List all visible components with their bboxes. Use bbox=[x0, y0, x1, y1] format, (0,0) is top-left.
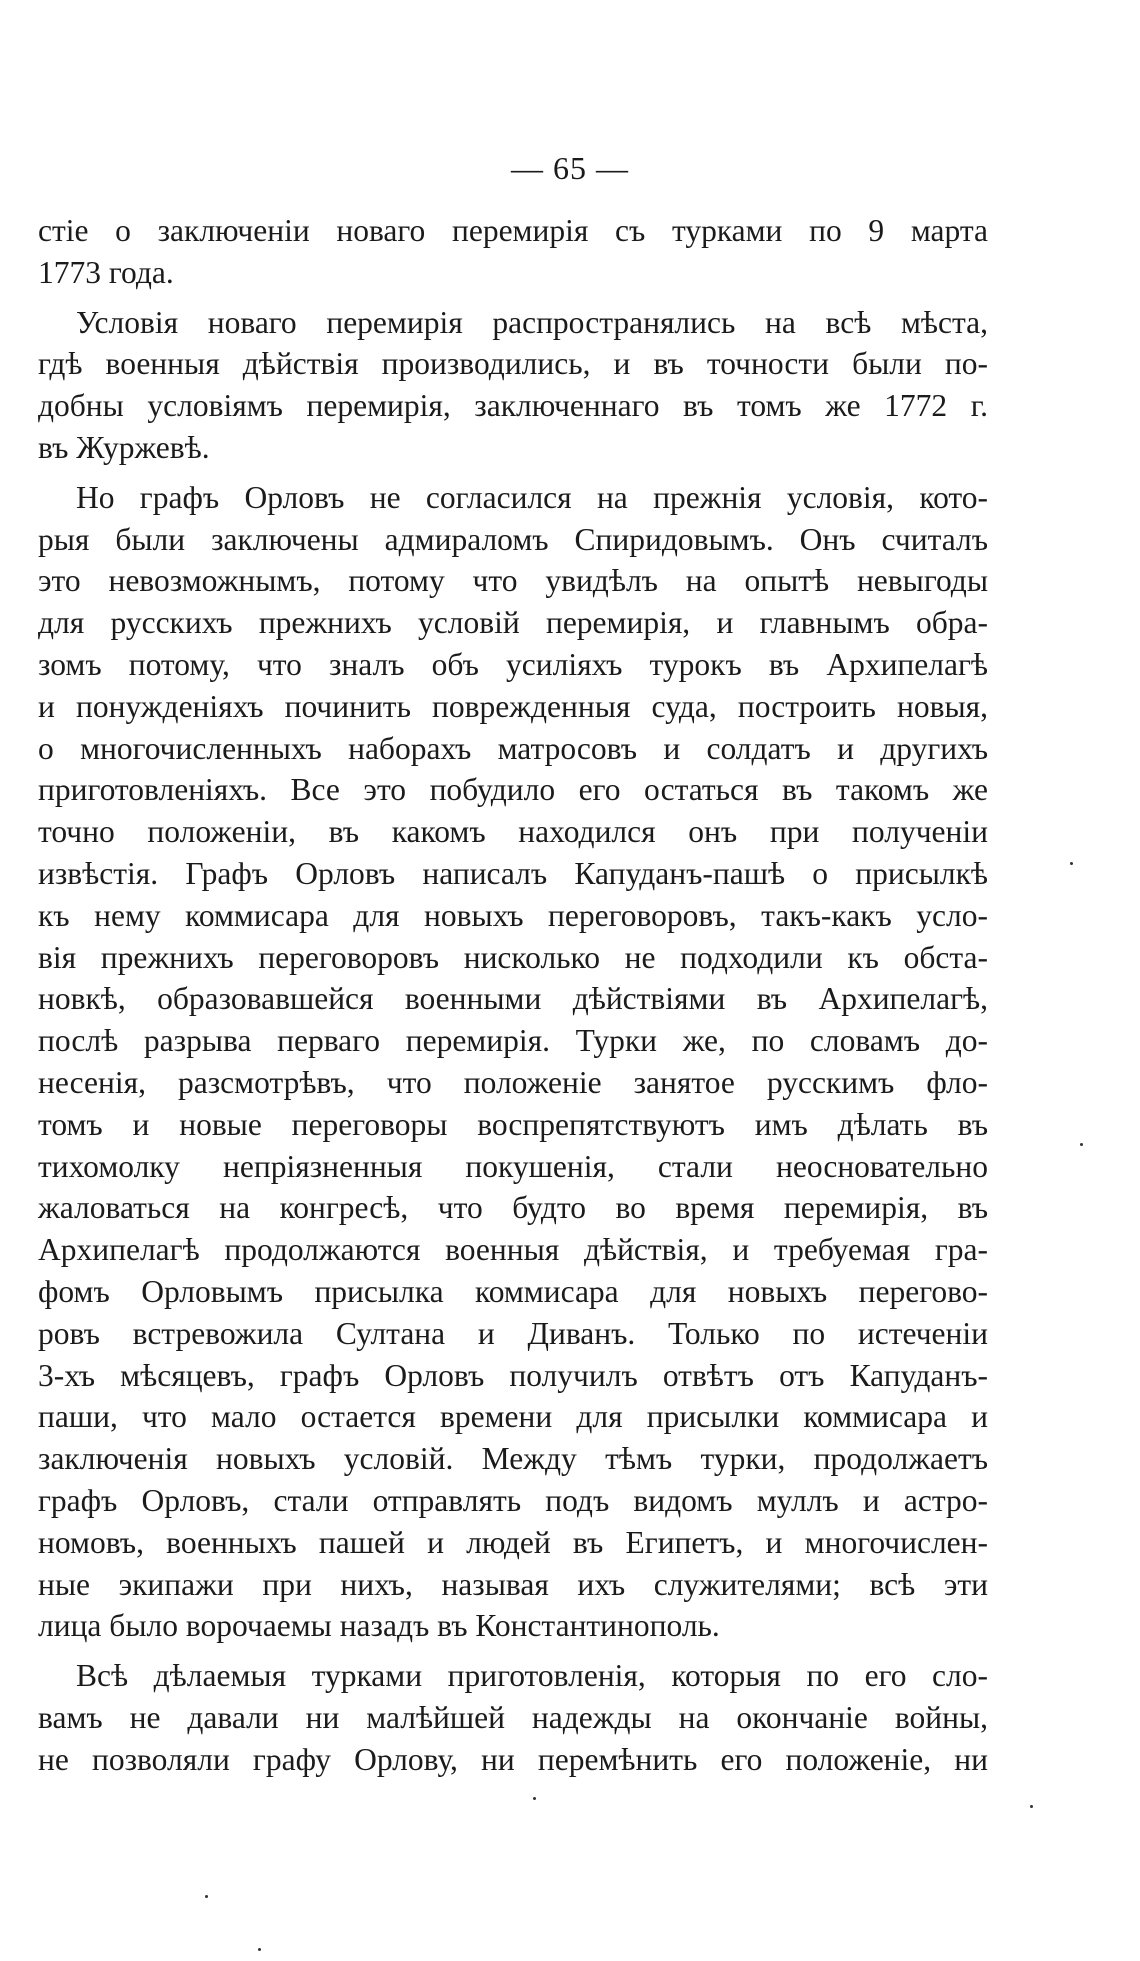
paragraph bbox=[38, 210, 988, 294]
text-line: паши, что мало остается времени для присылки коммисара и bbox=[38, 1399, 988, 1435]
print-speck bbox=[258, 1948, 261, 1951]
text-line: графъ Орловъ, стали отправлять подъ видомъ муллъ и астро- bbox=[38, 1482, 988, 1518]
text-line: ровъ встревожила Султана и Диванъ. Только по истеченіи bbox=[38, 1315, 988, 1351]
text-line: точно положеніи, въ какомъ находился онъ при полученіи bbox=[38, 814, 988, 850]
text-line: вамъ не давали ни малѣйшей надежды на окончаніе войны, bbox=[38, 1699, 988, 1735]
text-line: Но графъ Орловъ не согласился на прежнія условія, кото- bbox=[76, 479, 988, 515]
print-speck bbox=[533, 1797, 536, 1800]
text-line: и понужденіяхъ починить поврежденныя суда, построить новыя, bbox=[38, 688, 988, 724]
text-line: стіе о заключеніи новаго перемирія съ турками по 9 марта bbox=[38, 213, 988, 248]
page-number: — 65 — bbox=[511, 150, 629, 186]
paragraph bbox=[38, 302, 988, 469]
text-line: зомъ потому, что зналъ объ усиліяхъ турокъ въ Архипелагѣ bbox=[38, 646, 988, 682]
text-line: Условія новаго перемирія распространялись на всѣ мѣста, bbox=[76, 304, 988, 340]
text-line: ные экипажи при нихъ, называя ихъ служителями; всѣ эти bbox=[38, 1566, 988, 1602]
paragraph bbox=[38, 1655, 988, 1780]
text-line: несенія, разсмотрѣвъ, что положеніе занятое русскимъ фло- bbox=[38, 1064, 988, 1100]
text-line: для русскихъ прежнихъ условій перемирія, и главнымъ обра- bbox=[38, 605, 988, 641]
text-line: жаловаться на конгресѣ, что будто во время перемирія, въ bbox=[38, 1190, 988, 1226]
print-speck bbox=[205, 1895, 208, 1898]
print-speck bbox=[1030, 1805, 1033, 1808]
print-speck bbox=[1080, 1143, 1083, 1146]
text-line: вія прежнихъ переговоровъ нисколько не подходили къ обста- bbox=[38, 939, 988, 975]
text-line: добны условіямъ перемирія, заключеннаго въ томъ же 1772 г. bbox=[38, 388, 988, 424]
text-line: это невозможнымъ, потому что увидѣлъ на опытѣ невыгоды bbox=[38, 563, 988, 599]
text-line: послѣ разрыва перваго перемирія. Турки же, по словамъ до- bbox=[38, 1023, 988, 1059]
text-line: тихомолку непріязненныя покушенія, стали неосновательно bbox=[38, 1148, 988, 1184]
paragraph bbox=[38, 477, 988, 1647]
text-line: извѣстія. Графъ Орловъ написалъ Капуданъ-пашѣ о присылкѣ bbox=[38, 855, 988, 891]
body-text bbox=[38, 210, 988, 1780]
text-line: фомъ Орловымъ присылка коммисара для новыхъ перегово- bbox=[38, 1273, 988, 1309]
text-line: новкѣ, образовавшейся военными дѣйствіями въ Архипелагѣ, bbox=[38, 981, 988, 1017]
text-line: 1773 года. bbox=[38, 254, 174, 290]
text-line: томъ и новые переговоры воспрепятствуютъ имъ дѣлать въ bbox=[38, 1106, 988, 1142]
text-line: номовъ, военныхъ пашей и людей въ Египетъ, и многочислен- bbox=[38, 1524, 988, 1560]
text-line: приготовленіяхъ. Все это побудило его остаться въ такомъ же bbox=[38, 772, 988, 808]
text-line: лица было ворочаемы назадъ въ Константинополь. bbox=[38, 1608, 720, 1644]
text-line: заключенія новыхъ условій. Между тѣмъ турки, продолжаетъ bbox=[38, 1441, 988, 1477]
print-speck bbox=[1070, 862, 1073, 865]
text-line: къ нему коммисара для новыхъ переговоровъ, такъ-какъ усло- bbox=[38, 897, 988, 933]
text-line: не позволяли графу Орлову, ни перемѣнить его положеніе, ни bbox=[38, 1741, 988, 1777]
text-line: Всѣ дѣлаемыя турками приготовленія, которыя по его сло- bbox=[76, 1658, 988, 1694]
text-line: гдѣ военныя дѣйствія производились, и въ точности были по- bbox=[38, 346, 988, 382]
text-line: 3-хъ мѣсяцевъ, графъ Орловъ получилъ отвѣтъ отъ Капуданъ- bbox=[38, 1357, 988, 1393]
text-line: рыя были заключены адмираломъ Спиридовымъ. Онъ считалъ bbox=[38, 521, 988, 557]
text-line: о многочисленныхъ наборахъ матросовъ и солдатъ и другихъ bbox=[38, 730, 988, 766]
text-line: Архипелагѣ продолжаются военныя дѣйствія, и требуемая гра- bbox=[38, 1232, 988, 1268]
text-line: въ Журжевѣ. bbox=[38, 429, 210, 465]
